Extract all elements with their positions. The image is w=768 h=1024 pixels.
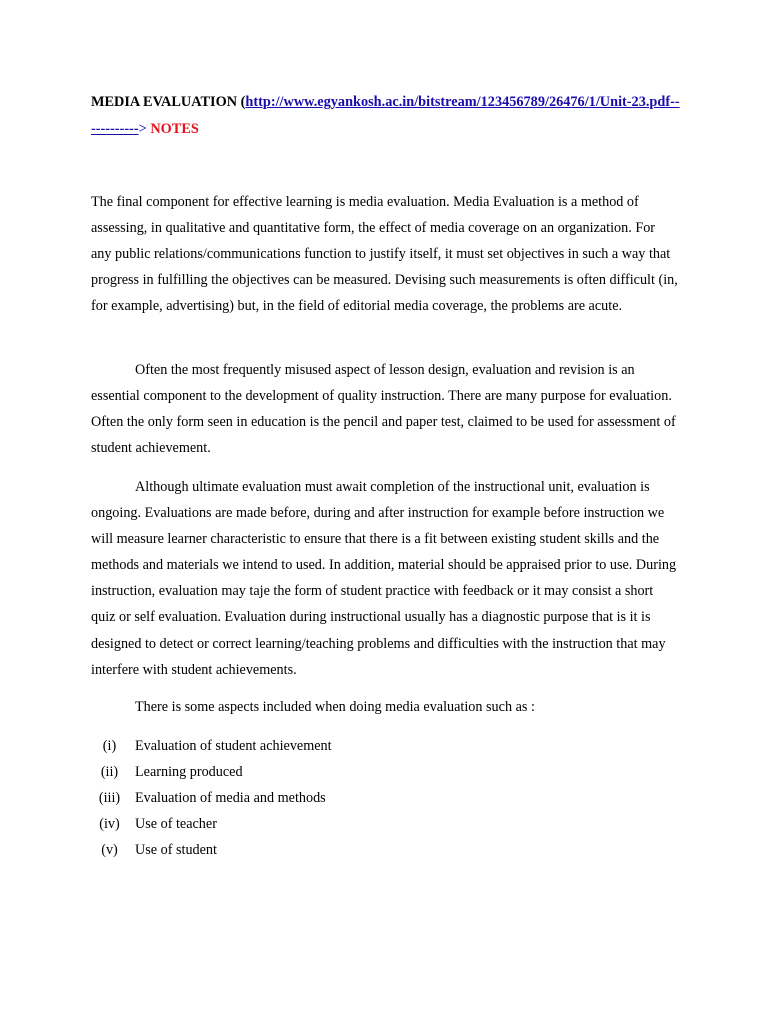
- heading-open-paren: (: [237, 94, 246, 110]
- paragraph-intro: The final component for effective learning is media evaluation. Media Evaluation is a method of assessing, in qualitative and quantitative form, the effect of media coverage on an organization. For any public relations/communications function to justify itself, it must set objectives in such a way that progress in fulfilling the objectives can be measured. Devising such measurements is often difficult (in, for example, advertising) but, in the field of editorial media coverage, the problems are acute.: [91, 194, 678, 315]
- list-item: [84, 759, 332, 785]
- aspects-list: [84, 733, 332, 863]
- heading-title: MEDIA EVALUATION: [91, 94, 238, 110]
- list-item-number: (iii): [98, 790, 121, 806]
- source-link[interactable]: http://www.egyankosh.ac.in/bitstream/123456789/26476/1/Unit-23.pdf------------: [91, 94, 680, 137]
- heading-arrow: >: [138, 120, 147, 137]
- list-item: [84, 785, 332, 811]
- paragraph-lesson-design: Often the most frequently misused aspect of lesson design, evaluation and revision is an essential component to the development of quality instruction. There are many purpose for evaluation. Often the only form seen in education is the pencil and paper test, claimed to be used for assessment of student achievement.: [91, 362, 676, 457]
- document-heading: [91, 89, 681, 142]
- list-item-text: Use of teacher: [135, 816, 217, 832]
- list-item-text: Evaluation of student achievement: [135, 738, 332, 754]
- list-item-text: Evaluation of media and methods: [135, 790, 326, 806]
- heading-notes: NOTES: [146, 120, 199, 137]
- paragraph-ongoing-evaluation: Although ultimate evaluation must await completion of the instructional unit, evaluation is ongoing. Evaluations are made before, during and after instruction for example before instruction we will measure learner characteristic to ensure that there is a fit between existing student skills and the methods and materials we intend to used. In addition, material should be appraised prior to use. During instruction, evaluation may taje the form of student practice with feedback or it may consist a short quiz or self evaluation. Evaluation during instructional usually has a diagnostic purpose that is it is designed to detect or correct learning/teaching problems and difficulties with the instruction that may interfere with student achievements.: [91, 479, 677, 678]
- paragraph-aspects-intro: There is some aspects included when doing media evaluation such as :: [135, 699, 535, 715]
- list-item-number: (ii): [100, 764, 119, 780]
- list-item-text: Use of student: [135, 842, 217, 858]
- list-item: [84, 733, 332, 759]
- list-item-number: (v): [101, 842, 118, 858]
- list-item: [84, 811, 332, 837]
- list-item-number: (iv): [99, 816, 120, 832]
- list-item-number: (i): [102, 738, 117, 754]
- list-item-text: Learning produced: [135, 764, 243, 780]
- list-item: [84, 837, 332, 863]
